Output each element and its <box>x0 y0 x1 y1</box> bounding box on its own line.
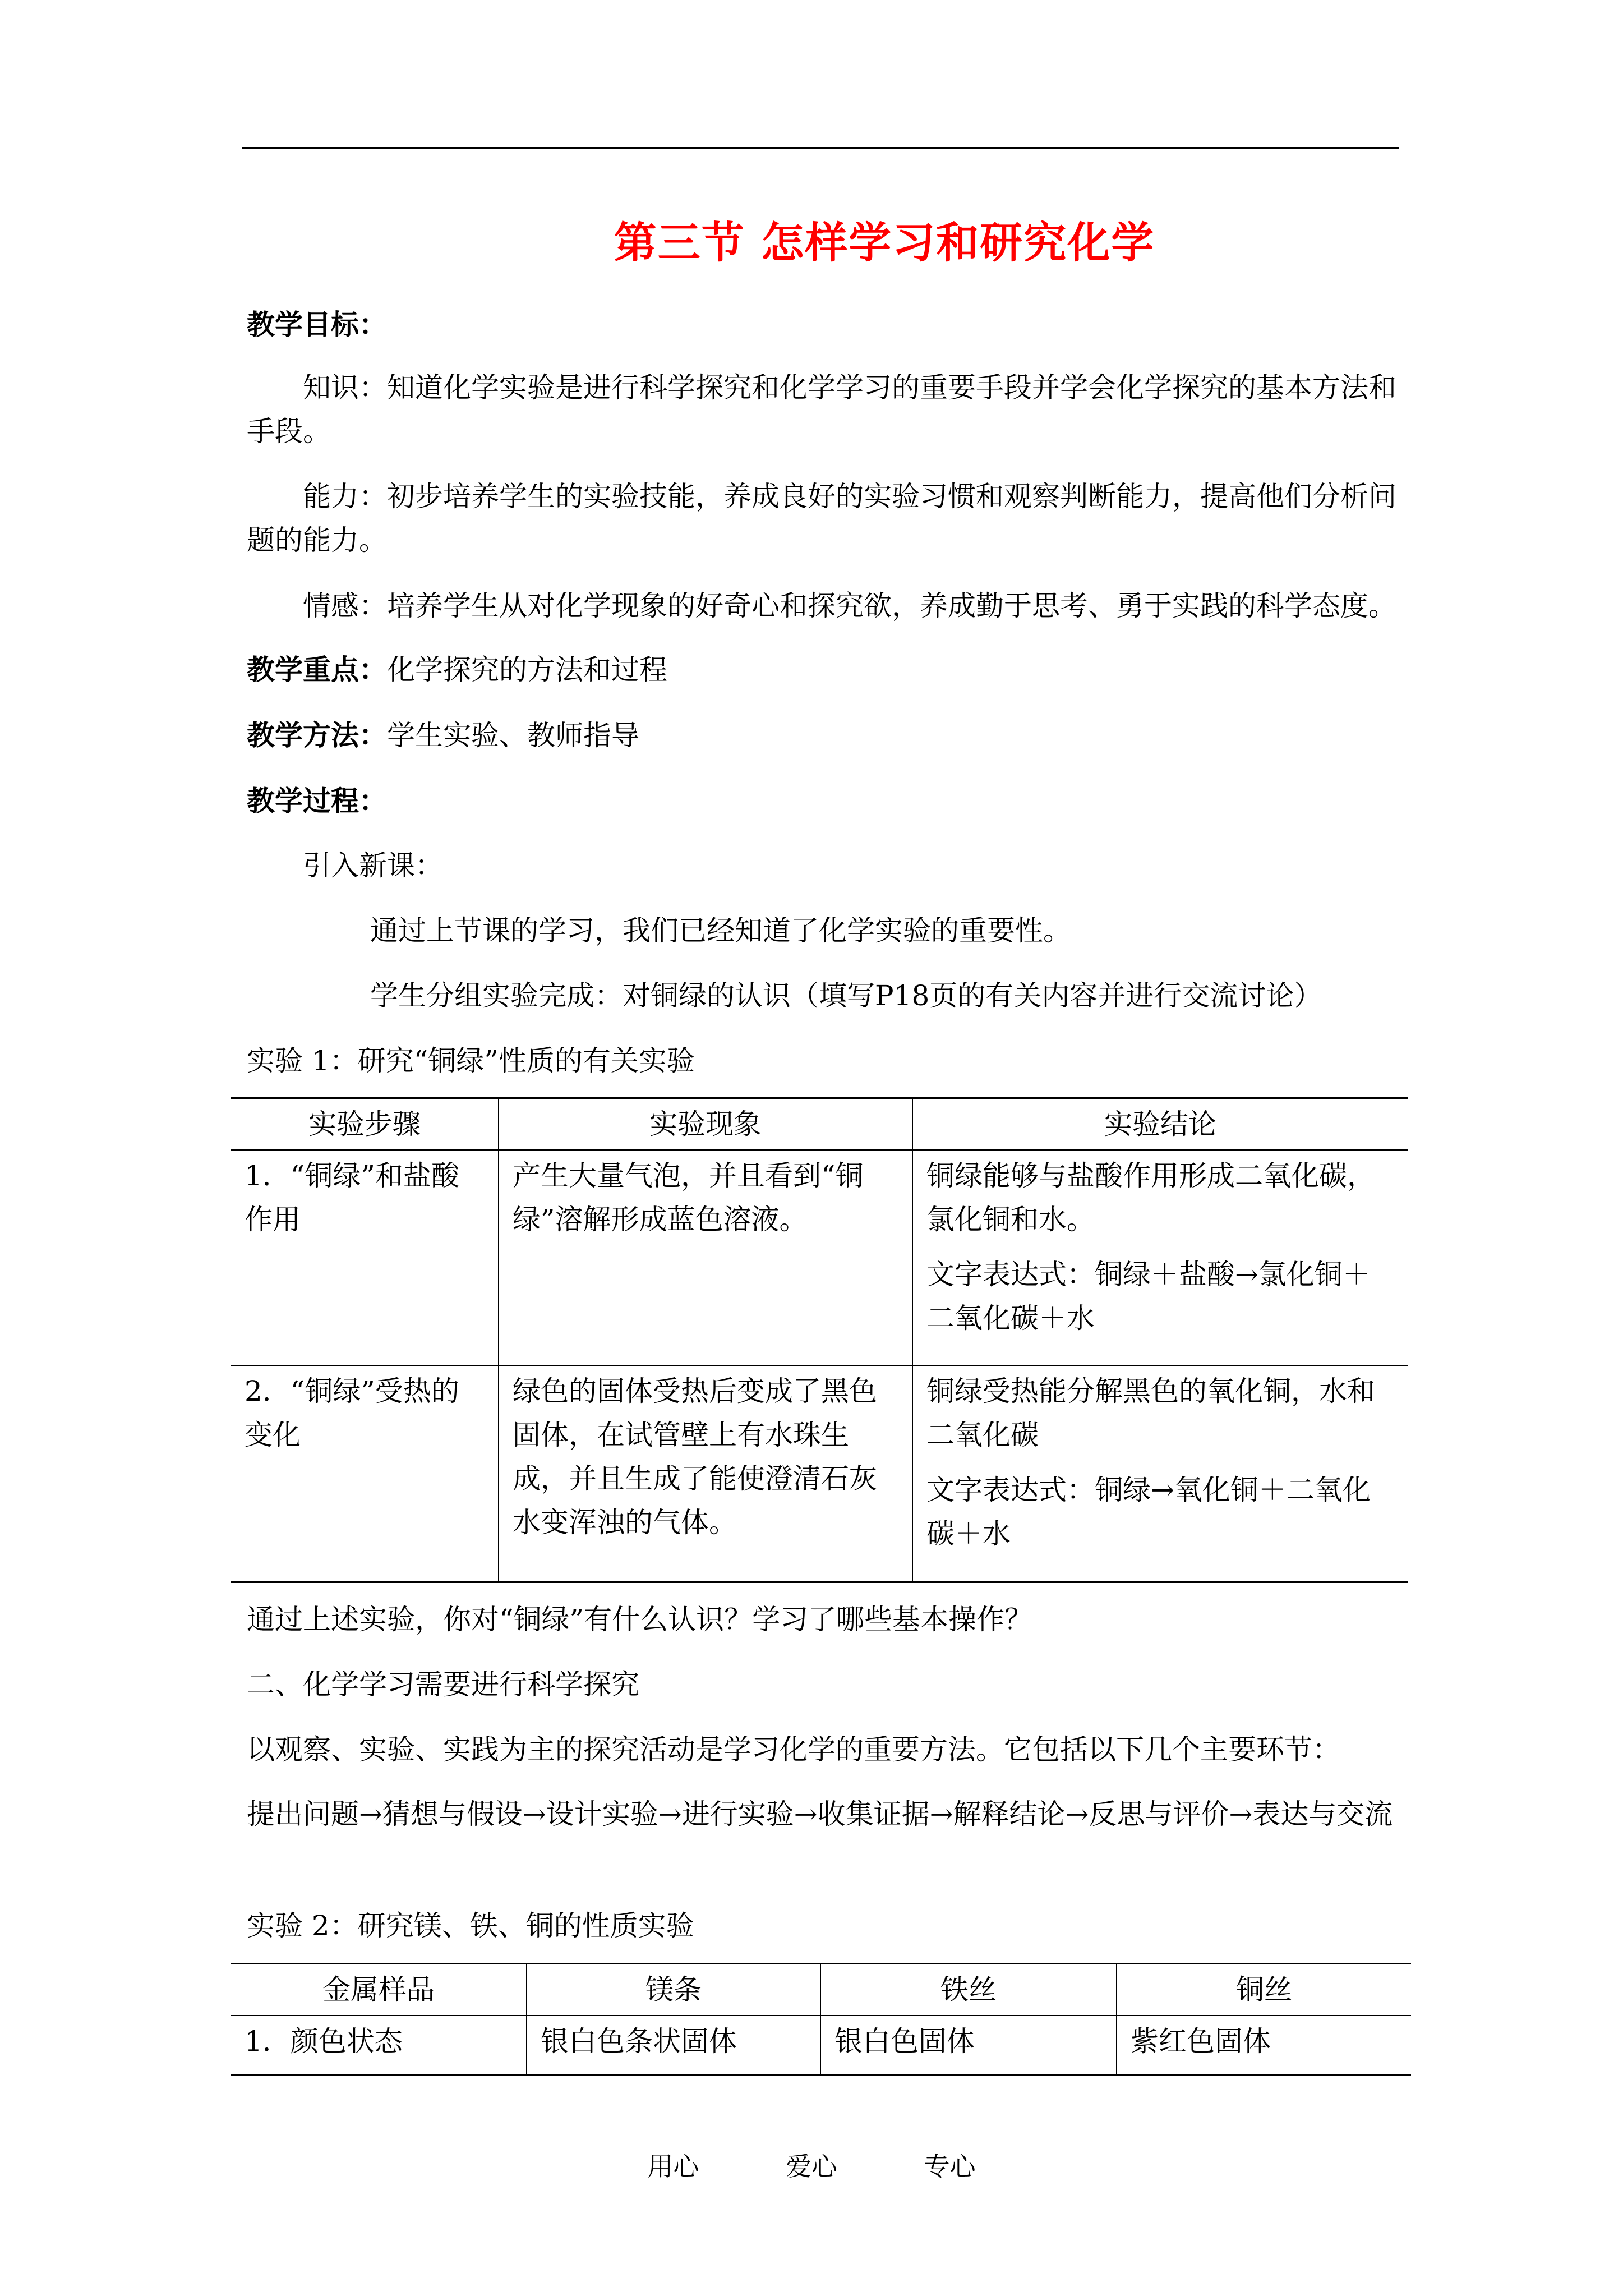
exp2-caption: 实验 2：研究镁、铁、铜的性质实验 <box>247 1910 694 1942</box>
table-header: 实验现象 <box>499 1098 912 1151</box>
table-cell <box>912 1150 1408 1365</box>
table-header: 金属样品 <box>322 1973 435 2006</box>
after-exp1-question: 通过上述实验，你对“铜绿”有什么认识？学习了哪些基本操作？ <box>247 1603 1033 1636</box>
table-cell: 银白色固体 <box>820 2016 1117 2076</box>
table-row <box>231 2016 1411 2076</box>
objective-emotion: 情感：培养学生从对化学现象的好奇心和探究欲，养成勤于思考、勇于实践的科学态度。 <box>303 590 1396 622</box>
teaching-method <box>247 714 1399 757</box>
page-title: 第三节 怎样学习和研究化学 <box>614 218 1155 268</box>
footer-item: 专心 <box>924 2151 976 2182</box>
footer-item: 用心 <box>647 2151 699 2182</box>
table-cell: 紫红色固体 <box>1117 2016 1411 2076</box>
header-rule <box>242 147 1399 149</box>
key-point-label: 教学重点： <box>247 653 387 686</box>
page-footer <box>0 2146 1623 2183</box>
exp1-table <box>231 1097 1408 1583</box>
key-point-text: 化学探究的方法和过程 <box>387 654 667 686</box>
table-header: 铁丝 <box>820 1964 1117 2016</box>
method-label: 教学方法： <box>247 719 387 752</box>
section2-text: 以观察、实验、实践为主的探究活动是学习化学的重要方法。它包括以下几个主要环节： <box>247 1733 1340 1766</box>
word-expression: 文字表达式：铜绿＋盐酸→氯化铜＋二氧化碳＋水 <box>926 1258 1371 1335</box>
table-header: 实验步骤 <box>308 1108 421 1140</box>
table-row <box>231 1365 1408 1582</box>
process-intro: 引入新课： <box>303 849 443 882</box>
table-header-row <box>231 1098 1408 1151</box>
exp2-table <box>231 1963 1411 2076</box>
table-header: 镁条 <box>527 1964 820 2016</box>
table-header: 实验结论 <box>912 1098 1408 1151</box>
table-cell: 绿色的固体受热后变成了黑色固体，在试管壁上有水珠生成，并且生成了能使澄清石灰水变浑浊的气体。 <box>499 1365 912 1582</box>
process-line-2: 学生分组实验完成：对铜绿的认识（填写P18页的有关内容并进行交流讨论） <box>370 979 1322 1012</box>
table-cell: 1．“铜绿”和盐酸作用 <box>231 1150 499 1365</box>
objectives-heading: 教学目标： <box>247 308 387 341</box>
table-cell: 2．“铜绿”受热的变化 <box>231 1365 499 1582</box>
inquiry-steps: 提出问题→猜想与假设→设计实验→进行实验→收集证据→解释结论→反思与评价→表达与交流 <box>247 1798 1393 1830</box>
exp1-caption: 实验 1：研究“铜绿”性质的有关实验 <box>247 1045 695 1077</box>
process-heading: 教学过程： <box>247 784 387 817</box>
table-row <box>231 1150 1408 1365</box>
table-cell: 银白色条状固体 <box>527 2016 820 2076</box>
table-header: 铜丝 <box>1117 1964 1411 2016</box>
objective-knowledge: 知识：知道化学实验是进行科学探究和化学学习的重要手段并学会化学探究的基本方法和手段。 <box>247 371 1396 448</box>
table-cell: 产生大量气泡，并且看到“铜绿”溶解形成蓝色溶液。 <box>499 1150 912 1365</box>
table-cell <box>912 1365 1408 1582</box>
objective-ability: 能力：初步培养学生的实验技能，养成良好的实验习惯和观察判断能力，提高他们分析问题的能力。 <box>247 480 1396 556</box>
table-cell: 1．颜色状态 <box>231 2016 527 2076</box>
key-point <box>247 648 1399 692</box>
process-line-1: 通过上节课的学习，我们已经知道了化学实验的重要性。 <box>370 914 1071 947</box>
footer-item: 爱心 <box>786 2151 837 2182</box>
conclusion-text: 铜绿受热能分解黑色的氧化铜，水和二氧化碳 <box>926 1375 1375 1451</box>
method-text: 学生实验、教师指导 <box>387 719 639 752</box>
word-expression: 文字表达式：铜绿→氧化铜＋二氧化碳＋水 <box>926 1474 1371 1550</box>
conclusion-text: 铜绿能够与盐酸作用形成二氧化碳，氯化铜和水。 <box>926 1159 1375 1236</box>
section2-heading: 二、化学学习需要进行科学探究 <box>247 1668 639 1701</box>
table-header-row <box>231 1964 1411 2016</box>
